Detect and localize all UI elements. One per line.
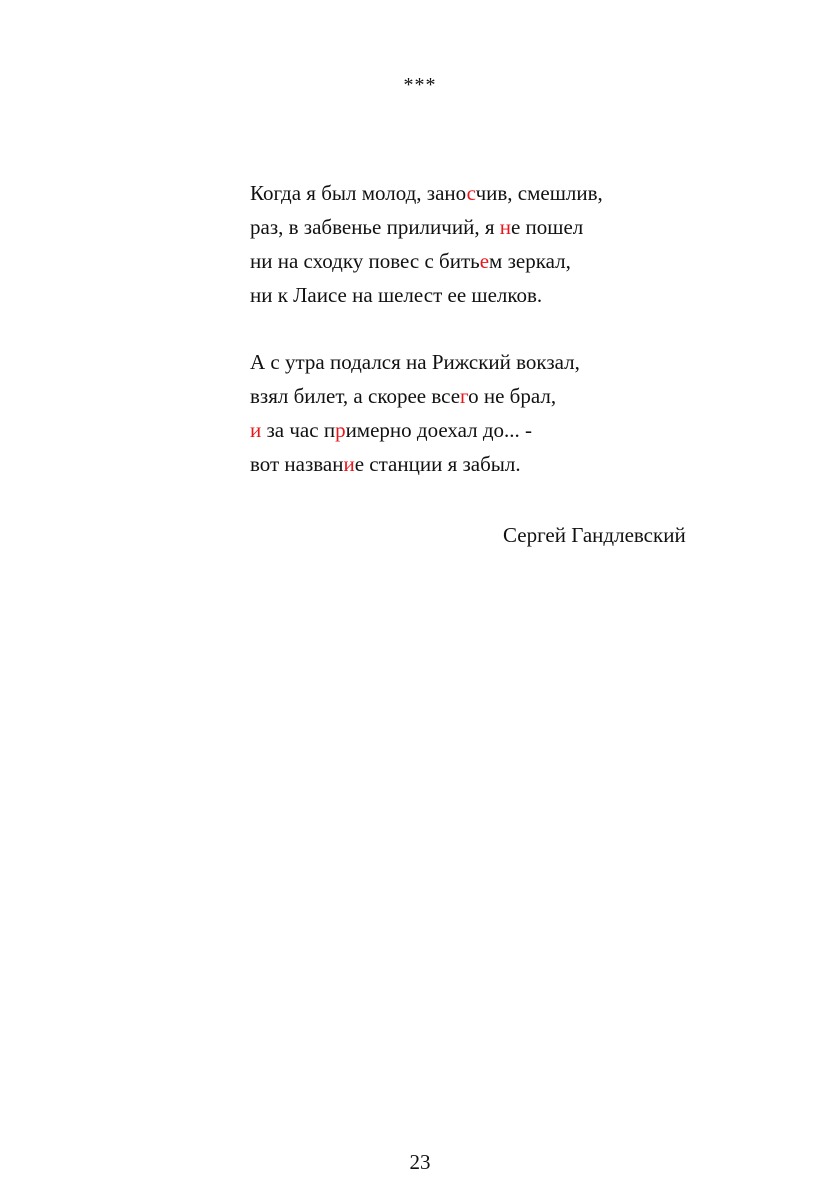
highlighted-letter: н	[499, 215, 511, 239]
highlighted-letter: р	[335, 418, 346, 442]
poem-line: взял билет, а скорее всего не брал,	[250, 384, 557, 408]
poem-line: Когда я был молод, заносчив, смешлив,	[250, 181, 603, 205]
highlighted-letter: и	[250, 418, 262, 442]
section-separator: ***	[403, 74, 437, 96]
highlighted-letter: и	[343, 452, 355, 476]
highlighted-letter: г	[460, 384, 469, 408]
highlighted-letter: с	[466, 181, 476, 205]
poem-line: и за час примерно доехал до... -	[250, 418, 533, 442]
poem-line: раз, в забвенье приличий, я не пошел	[250, 215, 584, 239]
poem-line: ни к Лаисе на шелест ее шелков.	[250, 283, 543, 307]
poem-stanza-1	[250, 176, 603, 312]
highlighted-letter: е	[479, 249, 490, 273]
page-number: 23	[409, 1150, 431, 1174]
poem-line: ни на сходку повес с битьем зеркал,	[250, 249, 571, 273]
poem-author: Сергей Гандлевский	[503, 523, 686, 547]
poem-line: вот название станции я забыл.	[250, 452, 521, 476]
poem-stanza-2	[250, 345, 580, 481]
poem-line: А с утра подался на Рижский вокзал,	[250, 350, 580, 374]
